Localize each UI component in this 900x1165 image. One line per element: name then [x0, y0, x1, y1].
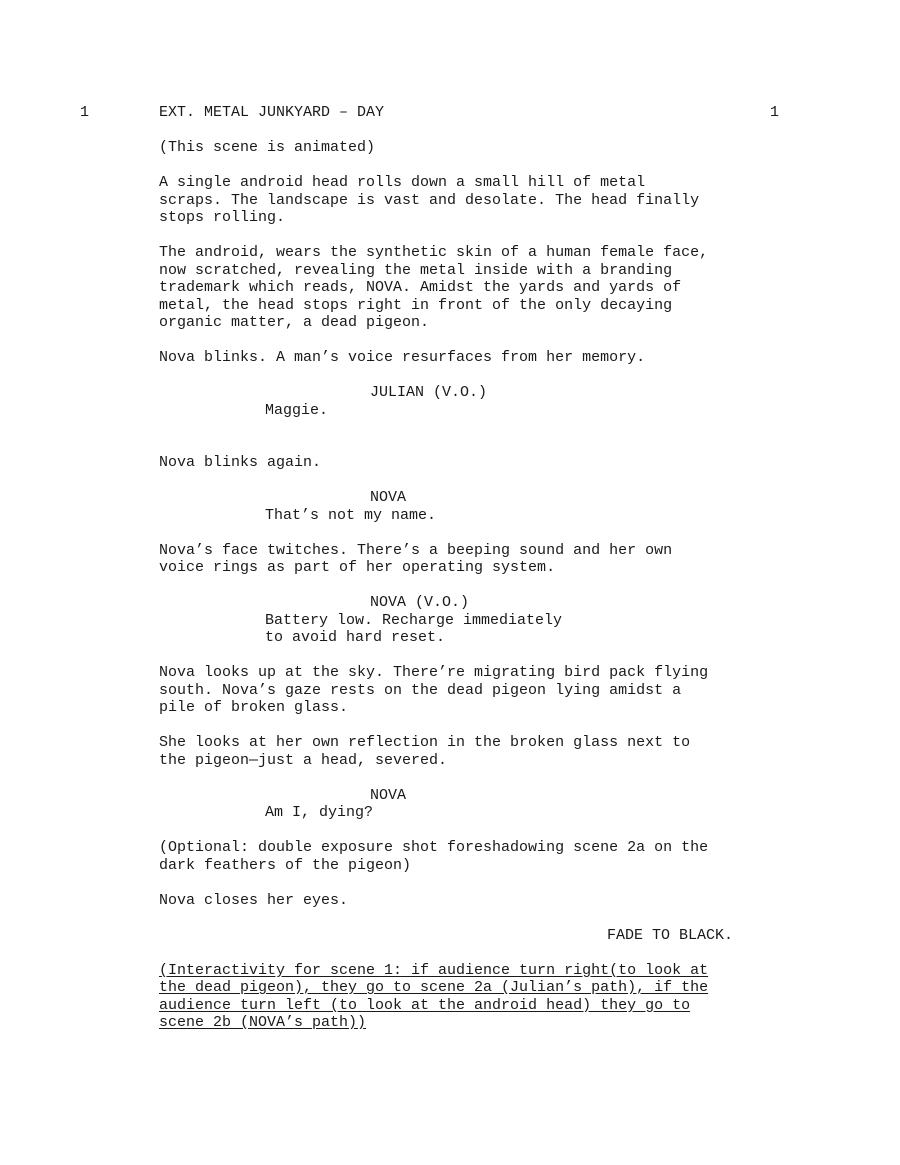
scene-number-left: 1	[80, 104, 90, 121]
action-paragraph: The android, wears the synthetic skin of a human female face, now scratched, revealing the metal inside with a branding trademark which reads, NOVA. Amidst the yards and yards of metal, the head stops right in front of the only decaying organic matter, a dead pigeon.	[159, 244, 709, 331]
scene-heading: EXT. METAL JUNKYARD – DAY	[159, 104, 385, 121]
character-name: NOVA (V.O.)	[370, 594, 470, 611]
dialogue-line: Am I, dying?	[265, 804, 374, 821]
scene-number-right: 1	[770, 104, 780, 121]
action-line: (This scene is animated)	[159, 139, 376, 156]
action-paragraph: She looks at her own reflection in the broken glass next to the pigeon—just a head, severed.	[159, 734, 691, 769]
action-paragraph: Nova blinks again.	[159, 454, 322, 471]
action-paragraph: Nova closes her eyes.	[159, 891, 349, 909]
dialogue-line: Maggie.	[265, 401, 329, 419]
action-paragraph: A single android head rolls down a small hill of metal scraps. The landscape is vast and desolate. The head finally stops rolling.	[159, 174, 700, 226]
script-body	[159, 104, 799, 1032]
action-paragraph: Nova looks up at the sky. There’re migrating bird pack flying south. Nova’s gaze rests on the dead pigeon lying amidst a pile of broken glass.	[159, 664, 709, 716]
character-name: NOVA	[370, 489, 407, 506]
dialogue-line: Battery low. Recharge immediately to avoid hard reset.	[265, 611, 563, 646]
character-name: JULIAN (V.O.)	[370, 384, 488, 401]
character-name: NOVA	[370, 786, 407, 804]
transition: FADE TO BLACK.	[607, 926, 734, 944]
dialogue-line: That’s not my name.	[265, 506, 437, 524]
interactivity-note: (Interactivity for scene 1: if audience turn right(to look at the dead pigeon), they go to scene 2a (Julian’s path), if the audience turn left (to look at the android head) they go to scene 2b (NOVA’s path))	[159, 961, 709, 1031]
action-paragraph: (Optional: double exposure shot foreshadowing scene 2a on the dark feathers of the pigeon)	[159, 839, 709, 874]
action-paragraph: Nova blinks. A man’s voice resurfaces from her memory.	[159, 349, 646, 366]
action-paragraph: Nova’s face twitches. There’s a beeping sound and her own voice rings as part of her operating system.	[159, 541, 673, 576]
